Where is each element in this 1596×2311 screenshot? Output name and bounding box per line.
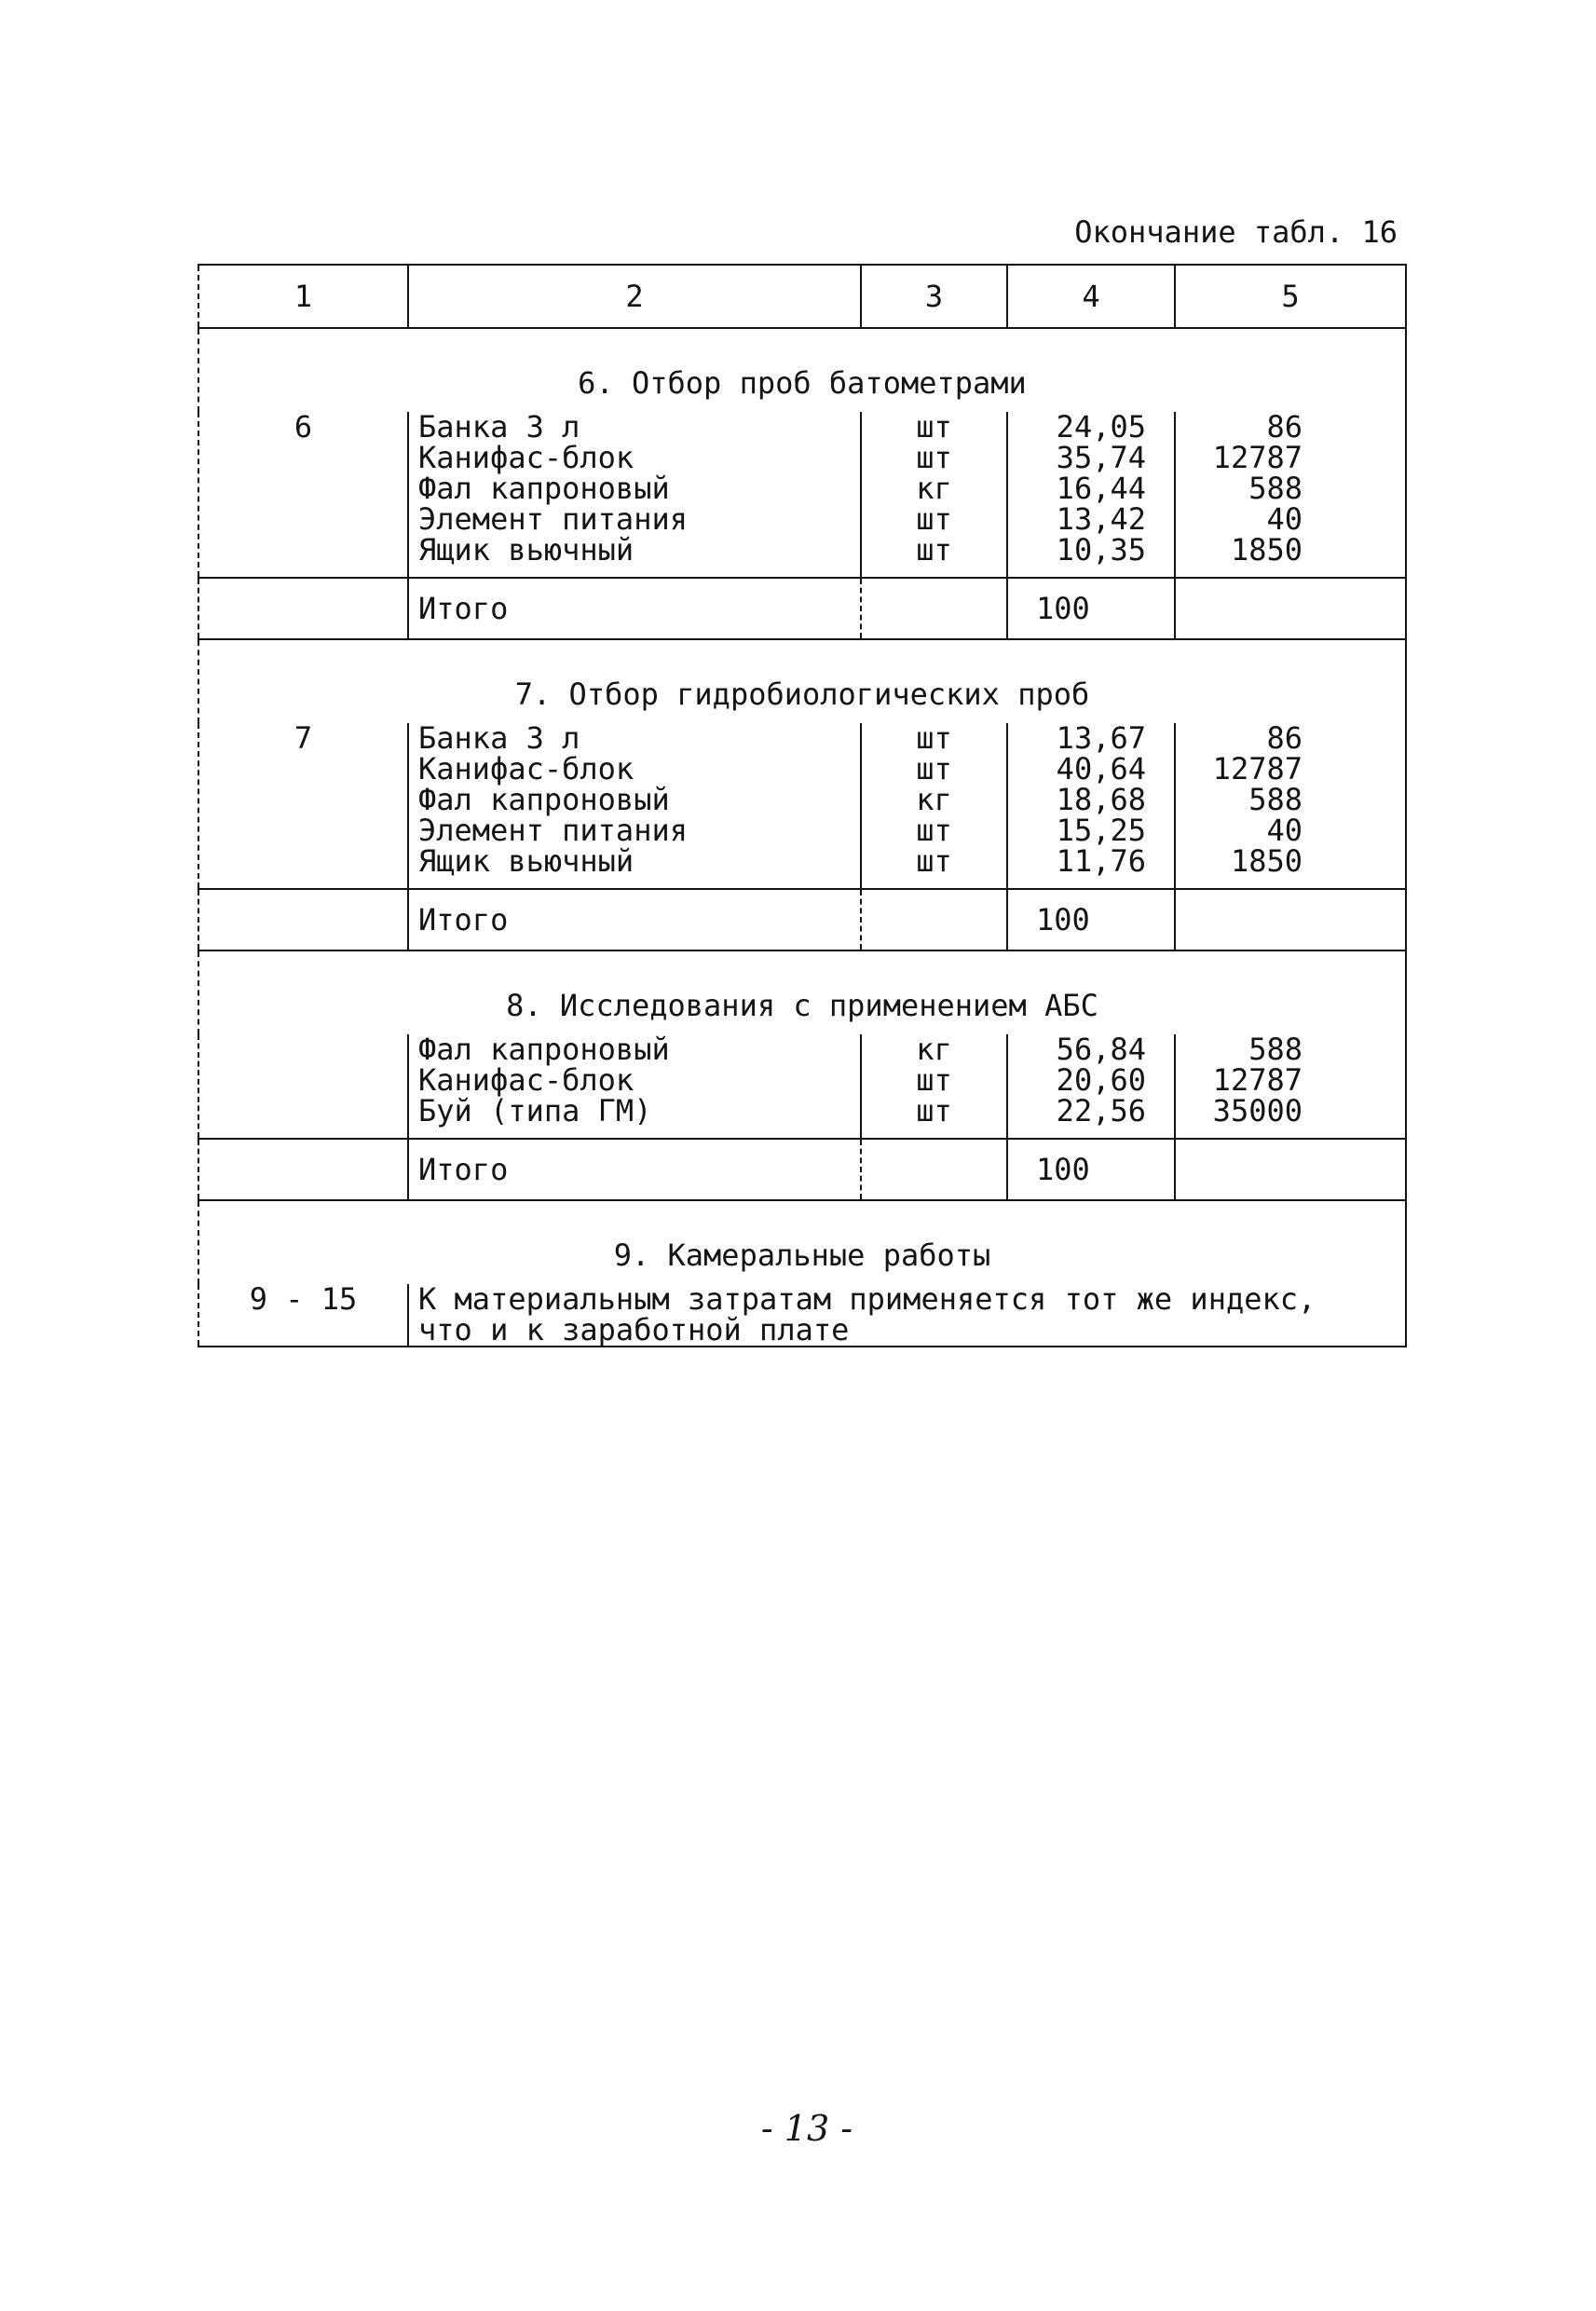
- item-share: 11,76: [1056, 843, 1146, 879]
- item-share: 10,35: [1056, 532, 1146, 567]
- item-names: [408, 409, 861, 578]
- item-name: Банка 3 л: [418, 409, 580, 444]
- section-title-row: [198, 950, 1406, 1034]
- total-row: [198, 889, 1406, 950]
- item-shares: [1007, 409, 1175, 578]
- header-col-2: 2: [408, 265, 861, 328]
- item-unit: кг: [916, 471, 952, 506]
- item-name: Ящик вьючный: [418, 843, 634, 879]
- item-unit: шт: [916, 1062, 952, 1098]
- item-unit: шт: [916, 532, 952, 567]
- item-name: Банка 3 л: [418, 720, 580, 756]
- materials-table: [198, 264, 1407, 1347]
- item-share: 22,56: [1056, 1093, 1146, 1128]
- total-label: Итого: [408, 578, 861, 639]
- item-index: 35000: [1212, 1093, 1303, 1128]
- item-unit: шт: [916, 501, 952, 537]
- section-items-row: [198, 1034, 1406, 1139]
- item-indexes: [1175, 720, 1406, 889]
- item-units: [861, 409, 1007, 578]
- item-share: 40,64: [1056, 751, 1146, 786]
- table-header-row: [198, 265, 1406, 328]
- item-share: 15,25: [1056, 813, 1146, 848]
- section-title: 6. Отбор проб батометрами: [198, 328, 1406, 412]
- item-index: 588: [1248, 782, 1303, 817]
- header-col-5: 5: [1175, 265, 1406, 328]
- item-units: [861, 1034, 1007, 1139]
- item-indexes: [1175, 409, 1406, 578]
- item-share: 13,67: [1056, 720, 1146, 756]
- item-name: Канифас-блок: [418, 440, 634, 475]
- section-number: 9 - 15: [198, 1284, 408, 1347]
- item-name: Буй (типа ГМ): [418, 1093, 652, 1128]
- item-share: 20,60: [1056, 1062, 1146, 1098]
- section-title: 9. Камеральные работы: [198, 1200, 1406, 1284]
- section-title-row: [198, 328, 1406, 412]
- item-unit: шт: [916, 813, 952, 848]
- item-index: 1850: [1230, 843, 1303, 879]
- header-col-3: 3: [861, 265, 1007, 328]
- item-shares: [1007, 720, 1175, 889]
- total-label: Итого: [408, 1139, 861, 1200]
- total-row: [198, 1139, 1406, 1200]
- item-name: Фал капроновый: [418, 1032, 670, 1067]
- item-indexes: [1175, 1034, 1406, 1139]
- section-number: [198, 1034, 408, 1139]
- item-name: Элемент питания: [418, 813, 688, 848]
- total-value: 100: [1007, 1139, 1175, 1200]
- item-index: 12787: [1212, 751, 1303, 786]
- total-row: [198, 578, 1406, 639]
- table-caption: Окончание табл. 16: [1074, 214, 1398, 250]
- section-title-row: [198, 1200, 1406, 1284]
- note-line: что и к заработной плате: [418, 1312, 850, 1347]
- item-name: Канифас-блок: [418, 751, 634, 786]
- item-name: Ящик вьючный: [418, 532, 634, 567]
- header-col-4: 4: [1007, 265, 1175, 328]
- item-name: Фал капроновый: [418, 471, 670, 506]
- item-names: [408, 720, 861, 889]
- total-value: 100: [1007, 578, 1175, 639]
- item-index: 40: [1266, 813, 1303, 848]
- item-index: 86: [1266, 409, 1303, 444]
- header-col-1: 1: [198, 265, 408, 328]
- section-number: 7: [198, 723, 408, 889]
- item-index: 588: [1248, 1032, 1303, 1067]
- section-title: 7. Отбор гидробиологических проб: [198, 639, 1406, 723]
- section-note: [408, 1281, 1406, 1347]
- section-note-row: [198, 1284, 1406, 1347]
- item-share: 35,74: [1056, 440, 1146, 475]
- item-index: 12787: [1212, 1062, 1303, 1098]
- item-unit: шт: [916, 1093, 952, 1128]
- item-index: 1850: [1230, 532, 1303, 567]
- section-title-row: [198, 639, 1406, 723]
- item-share: 56,84: [1056, 1032, 1146, 1067]
- item-index: 12787: [1212, 440, 1303, 475]
- total-value: 100: [1007, 889, 1175, 950]
- section-items-row: [198, 412, 1406, 578]
- item-share: 16,44: [1056, 471, 1146, 506]
- item-share: 18,68: [1056, 782, 1146, 817]
- item-unit: шт: [916, 440, 952, 475]
- page-number: - 13 -: [760, 2108, 853, 2149]
- item-unit: кг: [916, 1032, 952, 1067]
- item-index: 588: [1248, 471, 1303, 506]
- section-items-row: [198, 723, 1406, 889]
- item-unit: кг: [916, 782, 952, 817]
- total-label: Итого: [408, 889, 861, 950]
- item-share: 24,05: [1056, 409, 1146, 444]
- item-unit: шт: [916, 751, 952, 786]
- section-title: 8. Исследования с применением АБС: [198, 950, 1406, 1034]
- item-index: 86: [1266, 720, 1303, 756]
- item-units: [861, 720, 1007, 889]
- item-name: Канифас-блок: [418, 1062, 634, 1098]
- item-unit: шт: [916, 720, 952, 756]
- item-share: 13,42: [1056, 501, 1146, 537]
- section-number: 6: [198, 412, 408, 578]
- item-name: Элемент питания: [418, 501, 688, 537]
- item-shares: [1007, 1034, 1175, 1139]
- note-line: К материальным затратам применяется тот же индекс,: [418, 1281, 1316, 1317]
- item-index: 40: [1266, 501, 1303, 537]
- item-name: Фал капроновый: [418, 782, 670, 817]
- item-names: [408, 1034, 861, 1139]
- item-unit: шт: [916, 409, 952, 444]
- item-unit: шт: [916, 843, 952, 879]
